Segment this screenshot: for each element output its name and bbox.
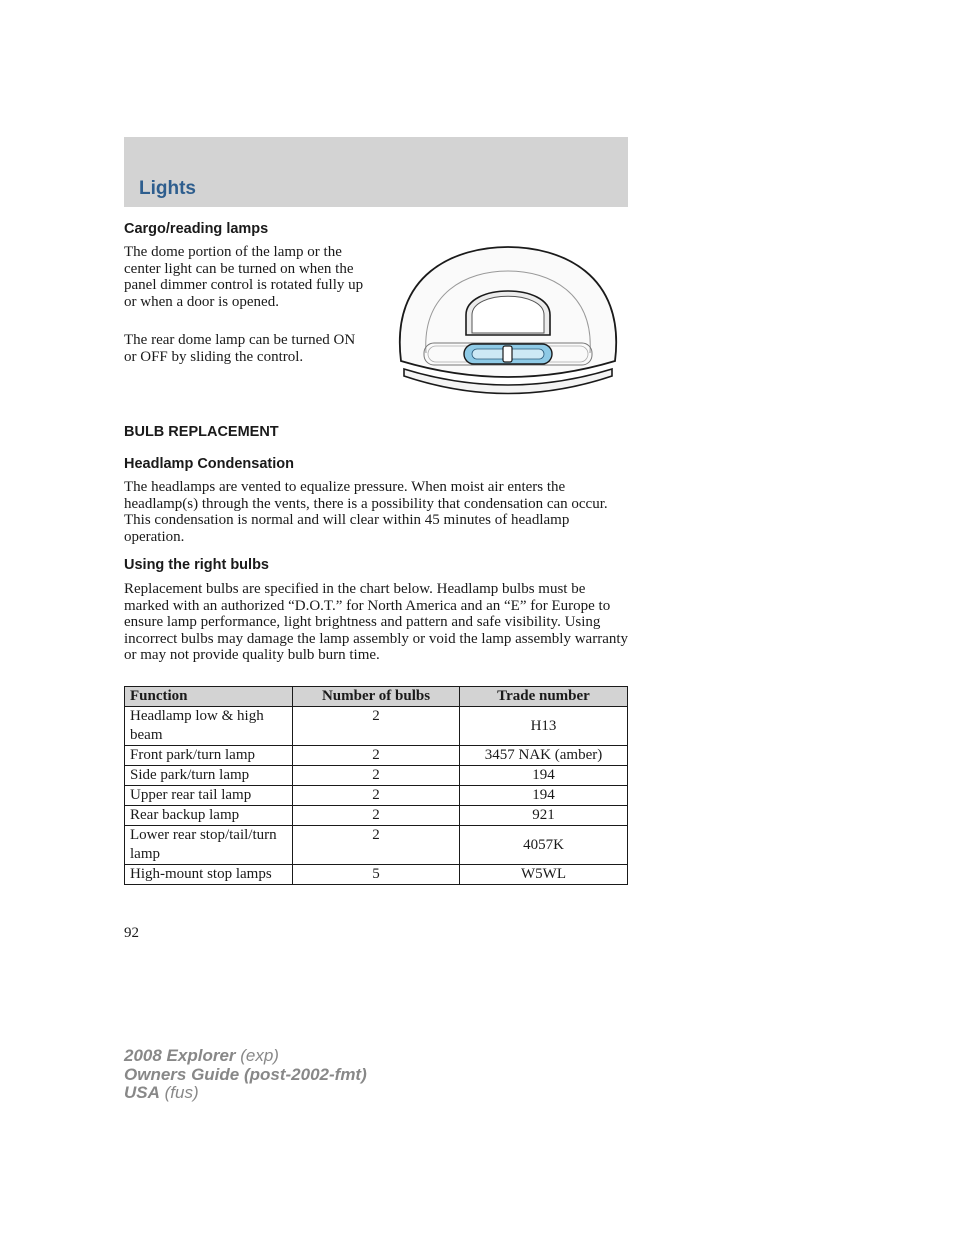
table-cell-trade: 194 xyxy=(460,786,628,806)
table-cell-trade: 194 xyxy=(460,766,628,786)
table-cell-count: 2 xyxy=(293,746,460,766)
table-header-function: Function xyxy=(125,687,293,707)
footer-market: USA xyxy=(124,1083,160,1102)
table-cell-trade: 3457 NAK (amber) xyxy=(460,746,628,766)
table-cell-count: 2 xyxy=(293,806,460,826)
table-header-count: Number of bulbs xyxy=(293,687,460,707)
table-cell-function: Rear backup lamp xyxy=(125,806,293,826)
footer-line-1 xyxy=(124,1047,367,1066)
footer-model: 2008 Explorer xyxy=(124,1046,236,1065)
table-header-row xyxy=(125,687,628,707)
table-cell-function: Front park/turn lamp xyxy=(125,746,293,766)
table-cell-trade: 921 xyxy=(460,806,628,826)
footer-market-code: (fus) xyxy=(159,1083,199,1102)
table-header-trade: Trade number xyxy=(460,687,628,707)
page-number: 92 xyxy=(124,925,139,941)
rear-dome-lamp-illustration-icon xyxy=(396,243,620,403)
cargo-paragraph-2: The rear dome lamp can be turned ON or OFF by sliding the control. xyxy=(124,332,356,365)
cargo-heading: Cargo/reading lamps xyxy=(124,221,269,237)
footer-guide: Owners Guide (post-2002-fmt) xyxy=(124,1064,367,1084)
table-cell-trade: H13 xyxy=(460,707,628,746)
footer-model-code: (exp) xyxy=(235,1046,279,1065)
table-cell-count: 2 xyxy=(293,826,460,865)
table-cell-function: High-mount stop lamps xyxy=(125,865,293,885)
condensation-heading: Headlamp Condensation xyxy=(124,456,294,472)
document-footer xyxy=(124,1047,367,1103)
table-cell-function: Headlamp low & high beam xyxy=(125,707,293,746)
cargo-paragraph-1: The dome portion of the lamp or the center light can be turned on when the panel dimmer control is rotated fully up or when a door is opened. xyxy=(124,244,364,310)
table-cell-count: 2 xyxy=(293,766,460,786)
table-row xyxy=(125,786,628,806)
condensation-paragraph: The headlamps are vented to equalize pressure. When moist air enters the headlamp(s) through the vents, there is a possibility that condensation can occur. This condensation is normal and will clear within 45 minutes of headlamp operation. xyxy=(124,479,608,545)
table-cell-count: 2 xyxy=(293,786,460,806)
table-cell-trade: W5WL xyxy=(460,865,628,885)
bulb-table xyxy=(124,686,628,885)
section-header-band xyxy=(124,137,628,207)
table-cell-function: Upper rear tail lamp xyxy=(125,786,293,806)
footer-line-2 xyxy=(124,1066,367,1085)
table-cell-trade: 4057K xyxy=(460,826,628,865)
table-row xyxy=(125,746,628,766)
table-cell-count: 2 xyxy=(293,707,460,746)
table-row xyxy=(125,766,628,786)
table-row xyxy=(125,826,628,865)
bulb-replacement-heading: BULB REPLACEMENT xyxy=(124,424,279,440)
table-row xyxy=(125,707,628,746)
right-bulbs-heading: Using the right bulbs xyxy=(124,557,269,573)
footer-line-3 xyxy=(124,1084,367,1103)
right-bulbs-paragraph: Replacement bulbs are specified in the chart below. Headlamp bulbs must be marked with an authorized “D.O.T.” for North America and an “E” for Europe to ensure lamp performance, light brightness and pattern and safe visibility. Using incorrect bulbs may damage the lamp assembly or void the lamp assembly warranty or may not provide quality bulb burn time. xyxy=(124,581,629,663)
table-cell-function: Side park/turn lamp xyxy=(125,766,293,786)
section-title: Lights xyxy=(139,178,196,199)
table-cell-count: 5 xyxy=(293,865,460,885)
table-cell-function: Lower rear stop/tail/turn lamp xyxy=(125,826,293,865)
table-row xyxy=(125,806,628,826)
table-row xyxy=(125,865,628,885)
